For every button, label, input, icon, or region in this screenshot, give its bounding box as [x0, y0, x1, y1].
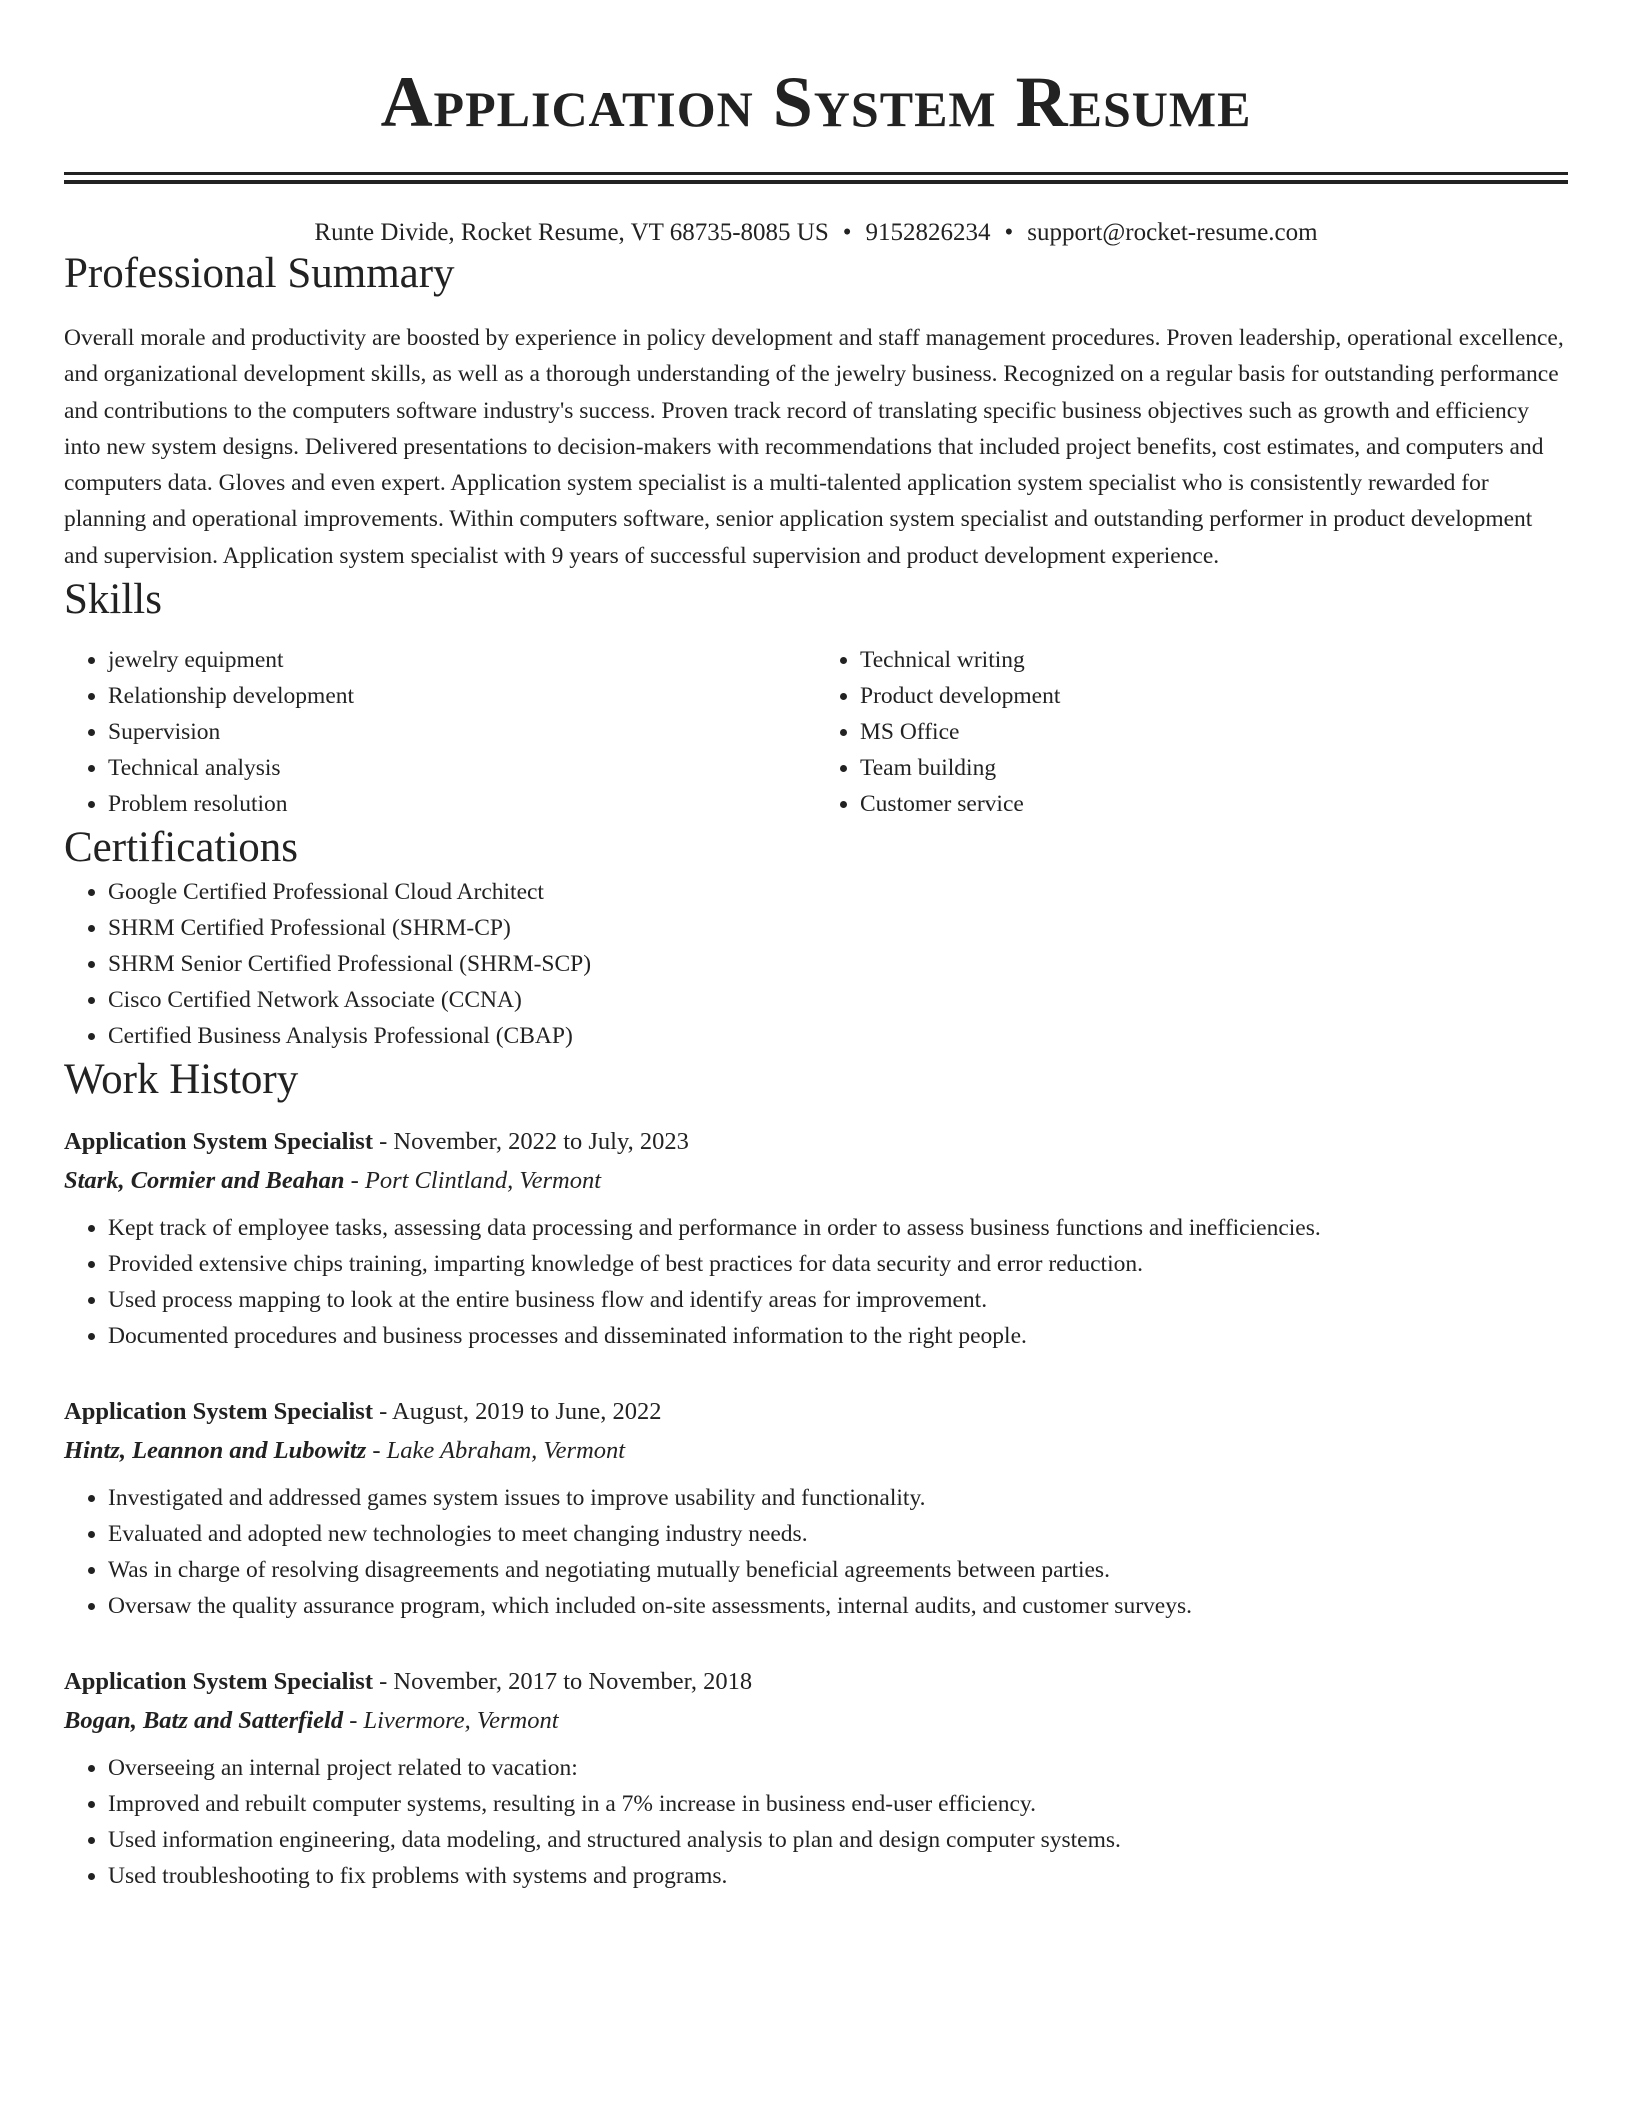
skills-heading: Skills — [64, 576, 162, 624]
job-entry — [64, 1392, 1568, 1624]
job-bullet: • Used process mapping to look at the entire business flow and identify areas for improvement. — [108, 1282, 1568, 1318]
skill-item: • jewelry equipment — [108, 642, 816, 678]
skills-grid — [64, 642, 1568, 822]
job-company-line — [64, 1701, 1568, 1740]
job-company: Bogan, Batz and Satterfield — [64, 1707, 344, 1735]
contact-phone: 9152826234 — [865, 219, 991, 246]
job-bullets — [64, 1750, 1568, 1894]
header-double-rule — [64, 172, 1568, 184]
certifications-list — [64, 874, 1568, 1054]
job-dates: - November, 2017 to November, 2018 — [373, 1668, 753, 1696]
skill-item: • Customer service — [860, 786, 1568, 822]
skills-list-left — [64, 642, 816, 822]
job-bullet: • Used troubleshooting to fix problems with systems and programs. — [108, 1858, 1568, 1894]
job-bullet: • Kept track of employee tasks, assessing data processing and performance in order to assess business functions and inefficiencies. — [108, 1210, 1568, 1246]
job-location: - Port Clintland, Vermont — [344, 1167, 602, 1195]
contact-address: Runte Divide, Rocket Resume, VT 68735-8085 US — [314, 219, 829, 246]
skills-column-left — [64, 642, 816, 822]
summary-heading: Professional Summary — [64, 250, 455, 297]
job-bullet: • Investigated and addressed games system issues to improve usability and functionality. — [108, 1480, 1568, 1516]
job-company-line — [64, 1431, 1568, 1470]
certification-item: • Cisco Certified Network Associate (CCNA) — [108, 982, 1568, 1018]
skill-item: • Team building — [860, 750, 1568, 786]
job-bullet: • Overseeing an internal project related to vacation: — [108, 1750, 1568, 1786]
job-company: Stark, Cormier and Beahan — [64, 1167, 345, 1195]
job-bullet: • Oversaw the quality assurance program, which included on-site assessments, internal audits, and customer surveys. — [108, 1588, 1568, 1624]
contact-separator: • — [842, 219, 852, 246]
certification-item: • Certified Business Analysis Professional (CBAP) — [108, 1018, 1568, 1054]
skill-item: • MS Office — [860, 714, 1568, 750]
skills-column-right — [816, 642, 1568, 822]
skill-item: • Supervision — [108, 714, 816, 750]
contact-separator: • — [1004, 219, 1014, 246]
job-bullet: • Documented procedures and business processes and disseminated information to the right people. — [108, 1318, 1568, 1354]
skill-item: • Product development — [860, 678, 1568, 714]
job-entry — [64, 1662, 1568, 1894]
skill-item: • Problem resolution — [108, 786, 816, 822]
job-title: Application System Specialist — [64, 1668, 373, 1696]
job-location: - Lake Abraham, Vermont — [366, 1437, 626, 1465]
job-title-line — [64, 1122, 1568, 1161]
job-title-line — [64, 1392, 1568, 1431]
contact-line — [64, 218, 1568, 248]
job-bullets — [64, 1210, 1568, 1354]
job-dates: - August, 2019 to June, 2022 — [373, 1398, 662, 1426]
job-bullet: • Improved and rebuilt computer systems, resulting in a 7% increase in business end-user efficiency. — [108, 1786, 1568, 1822]
skill-item: • Technical writing — [860, 642, 1568, 678]
job-bullet: • Evaluated and adopted new technologies to meet changing industry needs. — [108, 1516, 1568, 1552]
job-company-line — [64, 1161, 1568, 1200]
certification-item: • SHRM Certified Professional (SHRM-CP) — [108, 910, 1568, 946]
job-bullet: • Was in charge of resolving disagreements and negotiating mutually beneficial agreements between parties. — [108, 1552, 1568, 1588]
job-company: Hintz, Leannon and Lubowitz — [64, 1437, 367, 1465]
resume-title: Application System Resume — [380, 62, 1252, 142]
job-bullet: • Used information engineering, data modeling, and structured analysis to plan and design computer systems. — [108, 1822, 1568, 1858]
contact-email: support@rocket-resume.com — [1027, 219, 1318, 246]
certification-item: • Google Certified Professional Cloud Architect — [108, 874, 1568, 910]
skill-item: • Relationship development — [108, 678, 816, 714]
certifications-heading: Certifications — [64, 824, 299, 872]
certification-item: • SHRM Senior Certified Professional (SHRM-SCP) — [108, 946, 1568, 982]
job-location: - Livermore, Vermont — [343, 1707, 559, 1735]
summary-text: Overall morale and productivity are boosted by experience in policy development and staff management procedures. Proven leadership, operational excellence, and organizational development skills, as well as a thorough understanding of the jewelry business. Recognized on a regular basis for outstanding performance and contributions to the computers software industry's success. Proven track record of translating specific business objectives such as growth and efficiency into new system designs. Delivered presentations to decision-makers with recommendations that included project benefits, cost estimates, and computers and computers data. Gloves and even expert. Application system specialist is a multi-talented application system specialist who is consistently rewarded for planning and operational improvements. Within computers software, senior application system specialist and outstanding performer in product development and supervision. Application system specialist with 9 years of successful supervision and product development experience. — [64, 325, 1564, 569]
job-title: Application System Specialist — [64, 1398, 373, 1426]
job-title: Application System Specialist — [64, 1128, 373, 1156]
work-history-heading: Work History — [64, 1056, 299, 1104]
job-entry — [64, 1122, 1568, 1354]
job-dates: - November, 2022 to July, 2023 — [373, 1128, 689, 1156]
job-title-line — [64, 1662, 1568, 1701]
skills-list-right — [816, 642, 1568, 822]
job-bullet: • Provided extensive chips training, imparting knowledge of best practices for data security and error reduction. — [108, 1246, 1568, 1282]
skill-item: • Technical analysis — [108, 750, 816, 786]
job-bullets — [64, 1480, 1568, 1624]
